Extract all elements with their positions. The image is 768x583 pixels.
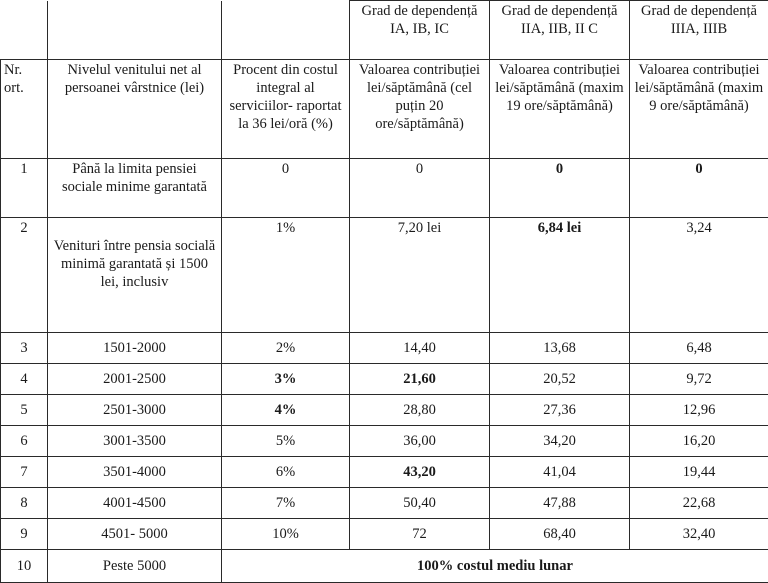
group-header-1: Grad de dependență IA, IB, IC bbox=[350, 1, 490, 60]
header-income: Nivelul venitului net al persoanei vârstnice (lei) bbox=[48, 60, 222, 159]
contribution-1: 50,40 bbox=[350, 488, 490, 519]
income-range: Peste 5000 bbox=[48, 550, 222, 583]
header-percent: Procent din costul integral al serviciilor- raportat la 36 lei/oră (%) bbox=[222, 60, 350, 159]
row-number: 2 bbox=[1, 218, 48, 333]
percent-cell: 3% bbox=[222, 364, 350, 395]
contribution-3: 0 bbox=[630, 159, 768, 218]
contribution-1: 72 bbox=[350, 519, 490, 550]
percent-cell: 4% bbox=[222, 395, 350, 426]
contribution-2: 41,04 bbox=[490, 457, 630, 488]
blank-header-cell bbox=[222, 1, 350, 60]
income-range-text: Venituri între pensia socială minimă garantată și 1500 lei, inclusiv bbox=[54, 238, 215, 290]
percent-cell: 1% bbox=[222, 218, 350, 333]
contribution-2: 0 bbox=[490, 159, 630, 218]
income-range: Până la limita pensiei sociale minime garantată bbox=[48, 159, 222, 218]
blank-header-cell bbox=[1, 1, 48, 60]
contribution-2: 68,40 bbox=[490, 519, 630, 550]
table-row bbox=[1, 426, 768, 457]
full-cost-cell: 100% costul mediu lunar bbox=[222, 550, 768, 583]
percent-cell: 2% bbox=[222, 333, 350, 364]
contribution-3: 16,20 bbox=[630, 426, 768, 457]
income-range: 3001-3500 bbox=[48, 426, 222, 457]
row-number: 6 bbox=[1, 426, 48, 457]
group-header-row bbox=[1, 1, 768, 60]
table-row bbox=[1, 218, 768, 333]
contribution-1: 43,20 bbox=[350, 457, 490, 488]
contribution-2: 34,20 bbox=[490, 426, 630, 457]
row-number: 10 bbox=[1, 550, 48, 583]
table-row bbox=[1, 457, 768, 488]
contribution-2: 6,84 lei bbox=[490, 218, 630, 333]
header-contribution-2: Valoarea contribuției lei/săptămână (maxim 19 ore/săptămână) bbox=[490, 60, 630, 159]
contribution-1: 36,00 bbox=[350, 426, 490, 457]
income-range bbox=[48, 218, 222, 333]
row-number: 3 bbox=[1, 333, 48, 364]
group-header-2: Grad de dependență IIA, IIB, II C bbox=[490, 1, 630, 60]
row-number: 5 bbox=[1, 395, 48, 426]
contribution-1: 7,20 lei bbox=[350, 218, 490, 333]
percent-cell: 6% bbox=[222, 457, 350, 488]
income-range: 1501-2000 bbox=[48, 333, 222, 364]
contribution-1: 28,80 bbox=[350, 395, 490, 426]
contribution-1: 21,60 bbox=[350, 364, 490, 395]
percent-cell: 7% bbox=[222, 488, 350, 519]
income-range: 3501-4000 bbox=[48, 457, 222, 488]
contribution-3: 22,68 bbox=[630, 488, 768, 519]
group-header-3: Grad de dependență IIIA, IIIB bbox=[630, 1, 768, 60]
contribution-3: 3,24 bbox=[630, 218, 768, 333]
contribution-1: 0 bbox=[350, 159, 490, 218]
header-contribution-1: Valoarea contribuției lei/săptămână (cel puțin 20 ore/săptămână) bbox=[350, 60, 490, 159]
contribution-2: 13,68 bbox=[490, 333, 630, 364]
contribution-3: 19,44 bbox=[630, 457, 768, 488]
percent-cell: 5% bbox=[222, 426, 350, 457]
table-row bbox=[1, 519, 768, 550]
contribution-3: 32,40 bbox=[630, 519, 768, 550]
table-row bbox=[1, 488, 768, 519]
percent-cell: 10% bbox=[222, 519, 350, 550]
contribution-3: 9,72 bbox=[630, 364, 768, 395]
table-row bbox=[1, 333, 768, 364]
income-range: 2001-2500 bbox=[48, 364, 222, 395]
table-row bbox=[1, 159, 768, 218]
contribution-2: 47,88 bbox=[490, 488, 630, 519]
income-range: 4001-4500 bbox=[48, 488, 222, 519]
income-range: 2501-3000 bbox=[48, 395, 222, 426]
contribution-3: 6,48 bbox=[630, 333, 768, 364]
row-number: 8 bbox=[1, 488, 48, 519]
row-number: 1 bbox=[1, 159, 48, 218]
column-header-row bbox=[1, 60, 768, 159]
contribution-2: 20,52 bbox=[490, 364, 630, 395]
header-contribution-3: Valoarea contribuției lei/săptămână (maxim 9 ore/săptămână) bbox=[630, 60, 768, 159]
table-row bbox=[1, 364, 768, 395]
row-number: 9 bbox=[1, 519, 48, 550]
table-row bbox=[1, 395, 768, 426]
percent-cell: 0 bbox=[222, 159, 350, 218]
contribution-1: 14,40 bbox=[350, 333, 490, 364]
contribution-2: 27,36 bbox=[490, 395, 630, 426]
row-number: 4 bbox=[1, 364, 48, 395]
blank-header-cell bbox=[48, 1, 222, 60]
table-row bbox=[1, 550, 768, 583]
header-nr: Nr. ort. bbox=[1, 60, 48, 159]
row-number: 7 bbox=[1, 457, 48, 488]
contribution-3: 12,96 bbox=[630, 395, 768, 426]
income-range: 4501- 5000 bbox=[48, 519, 222, 550]
